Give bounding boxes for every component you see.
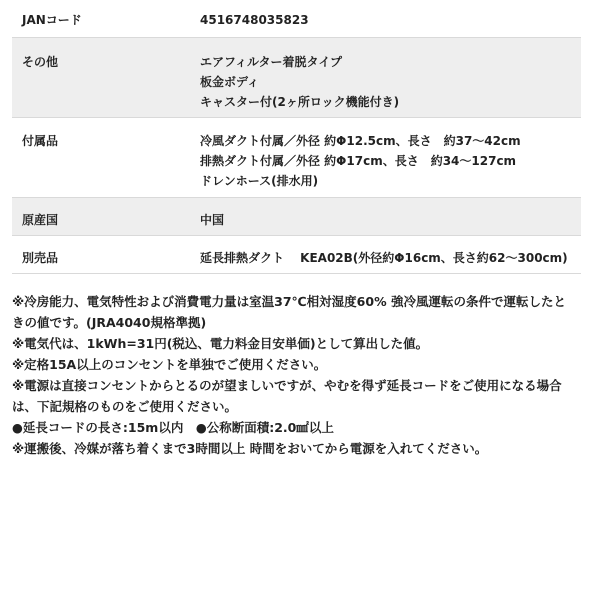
spec-value-line: 中国 bbox=[200, 213, 225, 227]
note-line: ※電源は直接コンセントからとるのが望ましいですが、やむを得ず延長コードをご使用になる場合 bbox=[12, 378, 562, 393]
spec-table bbox=[12, 0, 581, 274]
spec-value-line: 冷風ダクト付属／外径 約Φ12.5cm、長さ 約37～42cm bbox=[200, 134, 521, 148]
spec-row-origin bbox=[12, 198, 581, 236]
spec-label: 原産国 bbox=[22, 213, 59, 227]
note-line: ※電気代は、1kWh=31円(税込、電力料金目安単価)として算出した値。 bbox=[12, 336, 429, 351]
spec-value-line: ドレンホース(排水用) bbox=[200, 174, 319, 188]
notes bbox=[12, 291, 587, 459]
note-line: ※定格15A以上のコンセントを単独でご使用ください。 bbox=[12, 357, 327, 372]
note-line: ※冷房能力、電気特性および消費電力量は室温37℃相対湿度60% 強冷風運転の条件で運転したと bbox=[12, 294, 566, 309]
spec-label: 付属品 bbox=[22, 134, 59, 148]
spec-row-jan bbox=[12, 0, 581, 38]
spec-value-line: 排熱ダクト付属／外径 約Φ17cm、長さ 約34～127cm bbox=[200, 154, 517, 168]
spec-value-line: エアフィルター着脱タイプ bbox=[200, 55, 342, 69]
spec-value bbox=[200, 210, 581, 235]
spec-value-line: 板金ボディ bbox=[200, 75, 260, 89]
spec-value bbox=[200, 10, 581, 37]
spec-value-line: キャスター付(2ヶ所ロック機能付き) bbox=[200, 95, 400, 109]
spec-value bbox=[200, 52, 581, 117]
spec-row-other bbox=[12, 38, 581, 118]
note-line: きの値です。(JRA4040規格準拠) bbox=[12, 315, 207, 330]
spec-label: その他 bbox=[22, 55, 59, 69]
note-line: ※運搬後、冷媒が落ち着くまで3時間以上 時間をおいてから電源を入れてください。 bbox=[12, 441, 488, 456]
spec-value-line: 延長排熱ダクト KEA02B(外径約Φ16cm、長さ約62～300cm) bbox=[200, 251, 568, 265]
spec-row-accessories bbox=[12, 118, 581, 198]
spec-value bbox=[200, 248, 581, 273]
spec-value-line: 4516748035823 bbox=[200, 13, 309, 27]
spec-label: JANコード bbox=[22, 13, 82, 27]
spec-label: 別売品 bbox=[22, 251, 59, 265]
note-line: ●延長コードの長さ:15m以内 ●公称断面積:2.0㎟以上 bbox=[12, 420, 334, 435]
note-line: は、下記規格のものをご使用ください。 bbox=[12, 399, 238, 414]
spec-row-optional bbox=[12, 236, 581, 274]
spec-value bbox=[200, 131, 581, 197]
